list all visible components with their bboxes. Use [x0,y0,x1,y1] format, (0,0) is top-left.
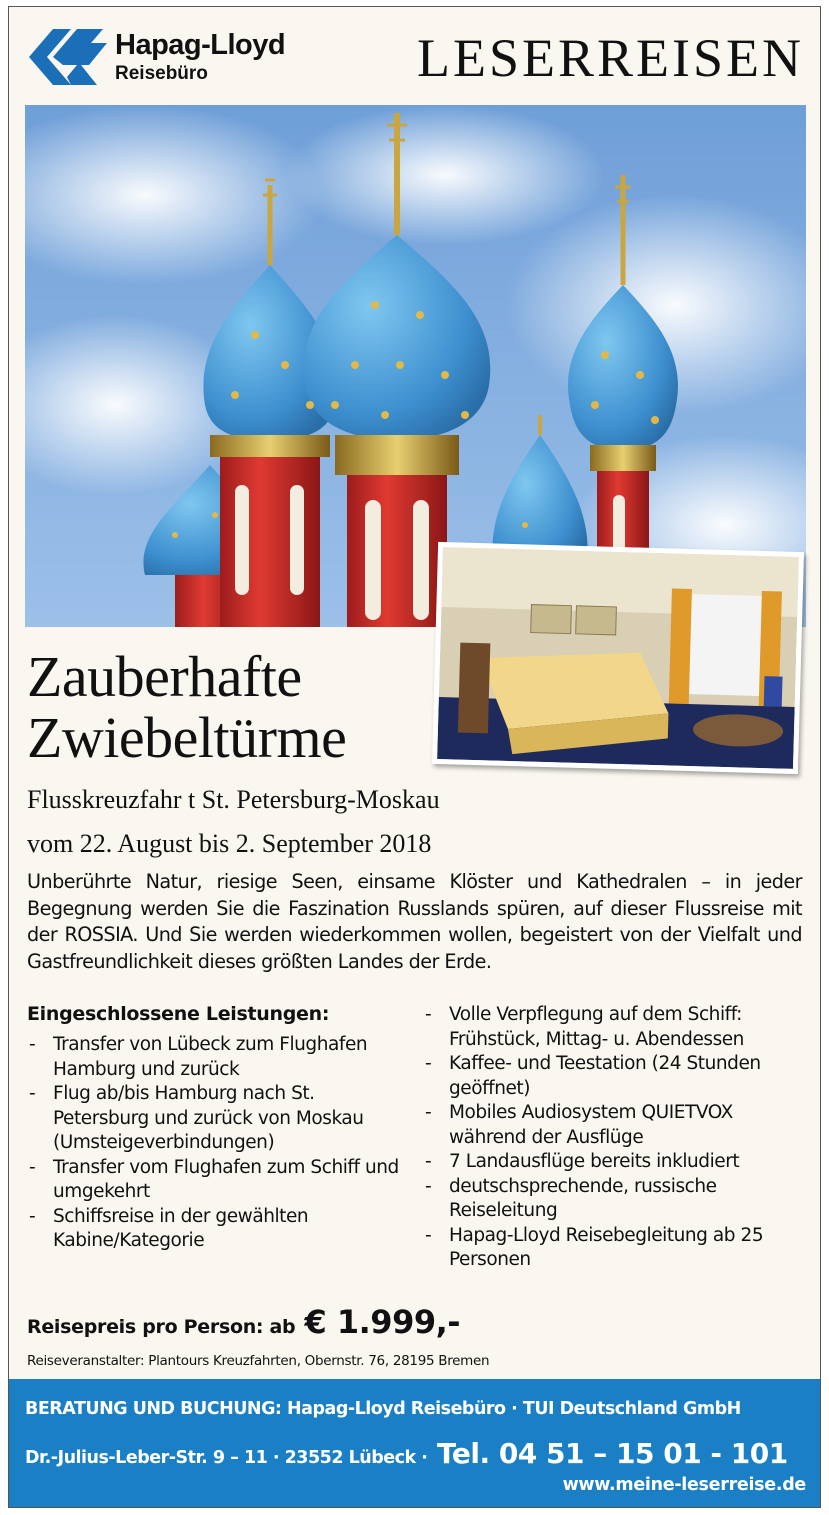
price-row [27,1303,460,1341]
section-title: LESERREISEN [416,28,804,88]
price-label: Reisepreis pro Person: ab [27,1316,296,1338]
list-item: - Volle Verpflegung auf dem Schiff: Frühstück, Mittag- u. Abendessen [423,1003,808,1052]
list-item: - Kaffee- und Teestation (24 Stunden geöffnet) [423,1052,808,1101]
organizer-info: Reiseveranstalter: Plantours Kreuzfahrten, Obernstr. 76, 28195 Bremen [27,1353,490,1369]
cabin-photo [432,542,804,774]
page-title [27,644,447,770]
list-item: - 7 Landausflüge bereits inkludiert [423,1150,808,1175]
title-line-1: Zauberhafte [27,644,302,709]
list-item: - Schiffsreise in der gewählten Kabine/Kategorie [27,1205,407,1254]
list-item: - Transfer vom Flughafen zum Schiff und umgekehrt [27,1156,407,1205]
address-line [25,1437,788,1470]
services-title: Eingeschlossene Leistungen: [27,1003,330,1025]
title-line-2: Zwiebeltürme [27,704,347,770]
intro-text: Unberührte Natur, riesige Seen, einsame Klöster und Kathedralen – in jeder Begegnung werden Sie die Faszination Russlands spüren, auf dieser Flussreise mit der ROSSIA. Und Sie werden wiederkommen wollen, begeistert von der Vielfalt und Gastfreundlichkeit dieses größten Landes der Erde. [27,870,802,973]
address: Dr.-Julius-Leber-Str. 9 – 11 · 23552 Lübeck · [25,1448,428,1468]
booking-footer [9,1379,820,1508]
services-left-column [27,1003,407,1254]
price-value: € 1.999,- [304,1303,461,1341]
advertisement-page [8,6,821,1508]
list-item: - Flug ab/bis Hamburg nach St. Petersburg und zurück von Moskau (Umsteigeverbindungen) [27,1082,407,1156]
list-item: - Hapag-Lloyd Reisebegleitung ab 25 Personen [423,1224,808,1273]
header [9,7,820,105]
subtitle: Flusskreuzfahr t St. Petersburg-Moskau [27,785,440,814]
services-right-column [423,1003,808,1273]
brand-sub: Reisebüro [115,63,208,84]
list-item: - Transfer von Lübeck zum Flughafen Hamburg und zurück [27,1033,407,1082]
brand-name: Hapag-Lloyd [115,29,286,61]
list-item: - deutschsprechende, russische Reiseleitung [423,1175,808,1224]
booking-line: BERATUNG UND BUCHUNG: Hapag-Lloyd Reisebüro · TUI Deutschland GmbH [25,1399,741,1419]
phone-number[interactable]: Tel. 04 51 – 15 01 - 101 [436,1437,788,1470]
travel-dates: vom 22. August bis 2. September 2018 [27,829,432,858]
website-link[interactable]: www.meine-leserreise.de [562,1475,806,1495]
hapag-lloyd-logo-icon [23,25,109,89]
list-item: - Mobiles Audiosystem QUIETVOX während der Ausflüge [423,1101,808,1150]
